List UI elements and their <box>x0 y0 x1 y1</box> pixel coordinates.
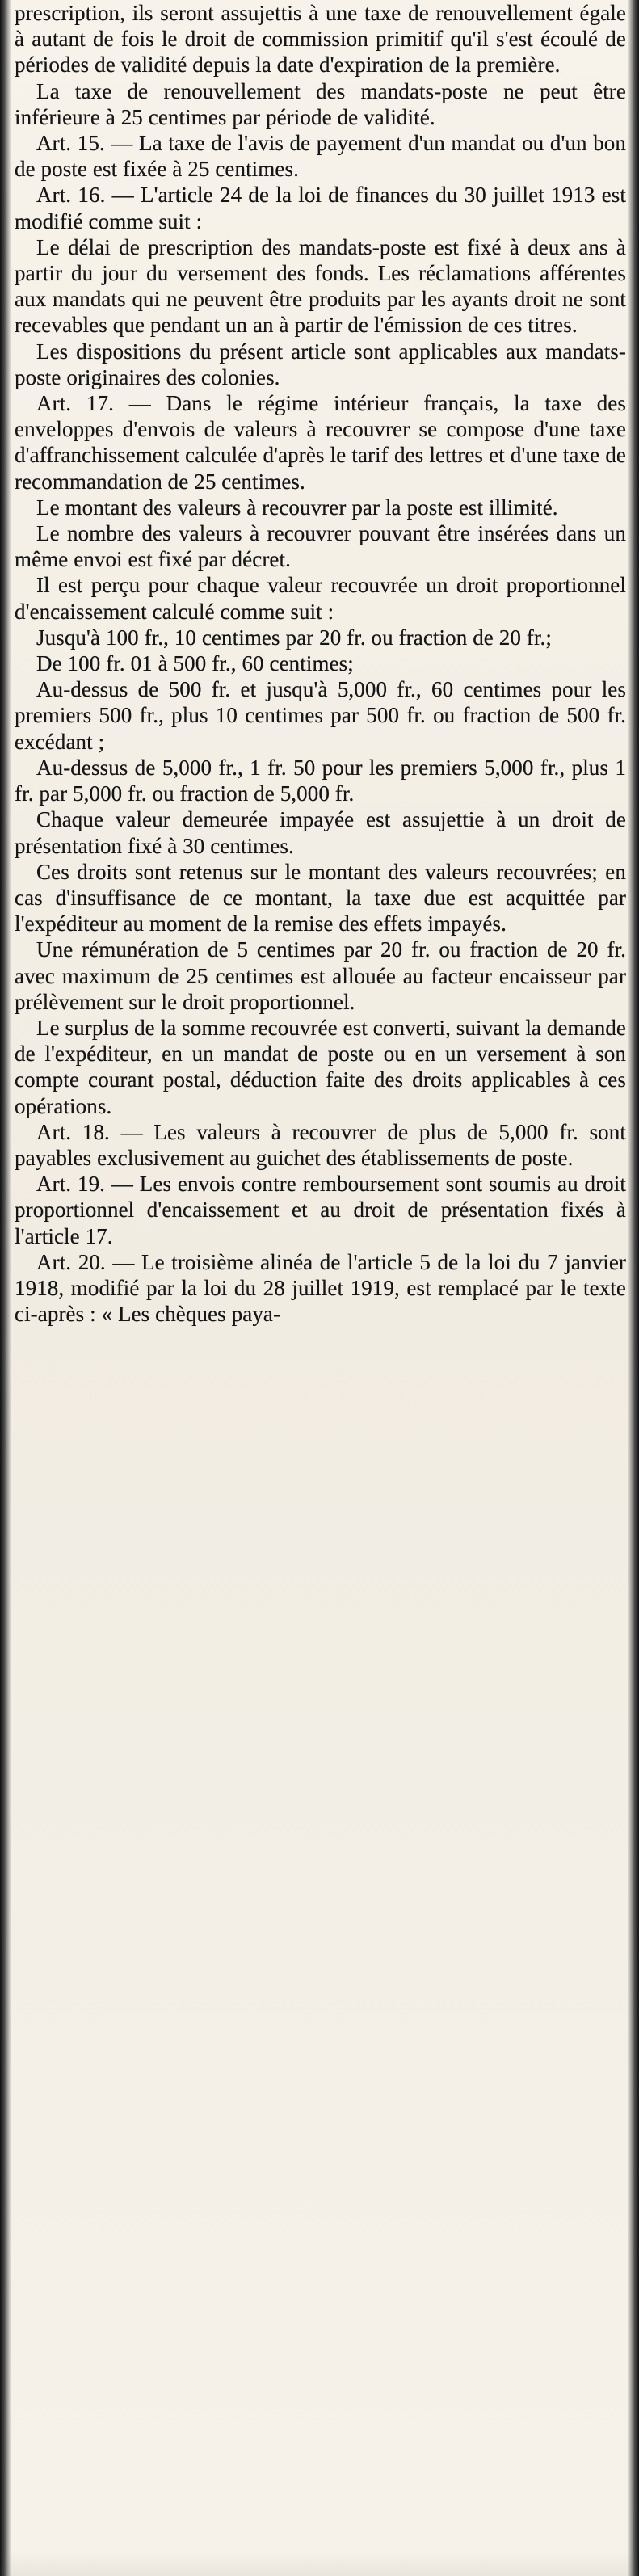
paragraph-15: Chaque valeur demeurée impayée est assujettie à un droit de présentation fixé à 30 centimes. <box>15 807 626 858</box>
paragraph-16: Ces droits sont retenus sur le montant des valeurs recouvrées; en cas d'insuffisance de ce montant, la taxe due est acquittée par l'expéditeur au moment de la remise des effets impayés. <box>15 859 626 937</box>
paragraph-11: Jusqu'à 100 fr., 10 centimes par 20 fr. ou fraction de 20 fr.; <box>36 625 552 650</box>
paragraph-13: Au-dessus de 500 fr. et jusqu'à 5,000 fr., 60 centimes pour les premiers 500 fr., plus 10 centimes par 500 fr. ou fraction de 500 fr. excédant ; <box>15 677 626 754</box>
paragraph-9: Le nombre des valeurs à recouvrer pouvant être insérées dans un même envoi est fixé par décret. <box>15 521 626 572</box>
paragraph-20: Art. 19. — Les envois contre remboursement sont soumis au droit proportionnel d'encaissement et au droit de présentation fixés à l'article 17. <box>15 1172 626 1248</box>
paragraph-14: Au-dessus de 5,000 fr., 1 fr. 50 pour les premiers 5,000 fr., plus 1 fr. par 5,000 fr. ou fraction de 5,000 fr. <box>15 755 626 806</box>
paragraph-18: Le surplus de la somme recouvrée est converti, suivant la demande de l'expéditeur, en un mandat de poste ou en un versement à son compte courant postal, déduction faite des droits applicables à ces opérations. <box>15 1015 626 1118</box>
paragraph-6: Les dispositions du présent article sont applicables aux mandats-poste originaires des colonies. <box>15 339 626 389</box>
left-page-edge <box>0 0 11 2576</box>
paragraph-5: Le délai de prescription des mandats-poste est fixé à deux ans à partir du jour du versement des fonds. Les réclamations afférentes aux mandats qui ne peuvent être produits par les ayants droit ne sont recevables que pendant un an à partir de l'émission de ces titres. <box>15 234 626 338</box>
text-column <box>15 0 626 2576</box>
paragraph-2: La taxe de renouvellement des mandats-poste ne peut être inférieure à 25 centimes par période de validité. <box>15 78 626 129</box>
paragraph-1: prescription, ils seront assujettis à une taxe de renouvellement égale à autant de fois le droit de commission primitif qu'il s'est écoulé de périodes de validité depuis la date d'expiration de la première. <box>15 1 626 78</box>
paragraph-7: Art. 17. — Dans le régime intérieur français, la taxe des enveloppes d'envois de valeurs à recouvrer se compose d'une taxe d'affranchissement calculée d'après le tarif des lettres et d'une taxe de recommandation de 25 centimes. <box>15 391 626 494</box>
paragraph-12: De 100 fr. 01 à 500 fr., 60 centimes; <box>36 651 354 676</box>
paragraph-21: Art. 20. — Le troisième alinéa de l'article 5 de la loi du 7 janvier 1918, modifié par la loi du 28 juillet 1919, est remplacé par le texte ci-après : « Les chèques paya- <box>15 1249 626 1327</box>
paragraph-19: Art. 18. — Les valeurs à recouvrer de plus de 5,000 fr. sont payables exclusivement au guichet des établissements de poste. <box>15 1119 626 1170</box>
paragraph-4: Art. 16. — L'article 24 de la loi de finances du 30 juillet 1913 est modifié comme suit : <box>15 183 626 234</box>
paragraph-3: Art. 15. — La taxe de l'avis de payement d'un mandat ou d'un bon de poste est fixée à 25 centimes. <box>15 131 626 182</box>
paragraph-17: Une rémunération de 5 centimes par 20 fr. ou fraction de 20 fr. avec maximum de 25 centimes est allouée au facteur encaisseur par prélèvement sur le droit proportionnel. <box>15 937 626 1014</box>
paragraph-8: Le montant des valeurs à recouvrer par la poste est illimité. <box>36 495 558 520</box>
right-page-edge <box>628 0 639 2576</box>
paragraph-10: Il est perçu pour chaque valeur recouvrée un droit proportionnel d'encaissement calculé comme suit : <box>15 573 626 624</box>
